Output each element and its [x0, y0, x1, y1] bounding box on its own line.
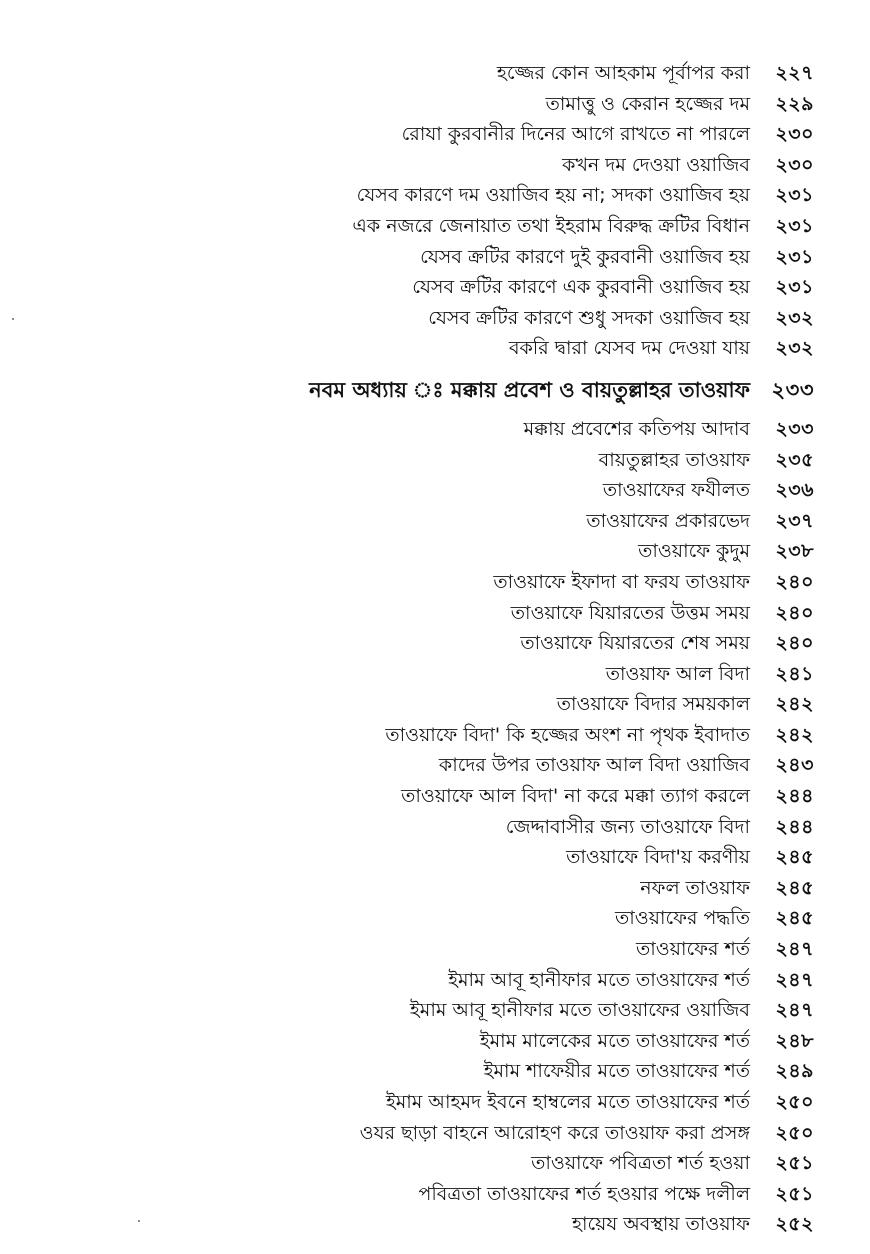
entry-title: তাওয়াফের পদ্ধতি	[615, 907, 750, 930]
entry-title: তাওয়াফের শর্ত	[636, 938, 750, 961]
page-number: ২৩০	[775, 123, 814, 146]
chapter-heading-row	[54, 368, 814, 412]
page-number: ২৪১	[775, 662, 814, 685]
entry-title: তাওয়াফে বিদা' কি হজ্জের অংশ না পৃথক ইবাদাত	[385, 723, 750, 746]
page-number: ২৪৩	[775, 754, 814, 777]
toc-entry	[54, 781, 814, 812]
entry-title: তাওয়াফে যিয়ারতের শেষ সময়	[520, 632, 750, 655]
toc-entry	[54, 1056, 814, 1087]
entry-title: তামাত্তু ও কেরান হজ্জের দম	[545, 92, 750, 115]
page-number: ২৩৭	[775, 509, 814, 532]
toc-entry	[54, 1148, 814, 1179]
entry-title: কখন দম দেওয়া ওয়াজিব	[562, 153, 750, 176]
toc-entry	[54, 1087, 814, 1118]
page-number: ২৫১	[775, 1182, 814, 1205]
toc-entry	[54, 303, 814, 334]
chapter-title: নবম অধ্যায় ঃ মক্কায় প্রবেশ ও বায়তুল্লাহর তাওয়াফ	[309, 377, 750, 402]
toc-entry	[54, 842, 814, 873]
scan-speck	[138, 1220, 140, 1222]
entry-title: ইমাম মালেকের মতে তাওয়াফের শর্ত	[479, 1029, 750, 1052]
toc-entry	[54, 506, 814, 537]
page-number: ২২৭	[775, 62, 814, 84]
page-number: ২৩৩	[771, 377, 814, 402]
page-number: ২৩২	[775, 306, 814, 329]
toc-entry	[54, 180, 814, 211]
scan-speck	[12, 318, 14, 320]
page-number: ২৩১	[775, 214, 814, 237]
toc-entry	[54, 333, 814, 364]
page-number: ২৪৫	[775, 846, 814, 869]
page-number: ২৩৮	[775, 540, 814, 563]
page-number: ২৩০	[775, 153, 814, 176]
entry-title: তাওয়াফের ফযীলত	[602, 479, 750, 502]
toc-entry	[54, 628, 814, 659]
entry-title: হায়েয অবস্থায় তাওয়াফ	[572, 1213, 750, 1236]
toc-entry	[54, 965, 814, 996]
entry-title: জেদ্দাবাসীর জন্য তাওয়াফে বিদা	[505, 815, 750, 838]
toc-entry	[54, 720, 814, 751]
entry-title: যেসব কারণে দম ওয়াজিব হয় না; সদকা ওয়াজিব হয়	[356, 184, 750, 207]
entry-title: যেসব ক্রটির কারণে এক কুরবানী ওয়াজিব হয়	[412, 276, 750, 299]
page-number: ২৩১	[775, 276, 814, 299]
page-number: ২৫২	[775, 1213, 814, 1236]
page-number: ২৪৮	[775, 1029, 814, 1052]
toc-entry	[54, 934, 814, 965]
entry-title: হজ্জের কোন আহকাম পূর্বাপর করা	[496, 62, 750, 84]
entry-title: ইমাম আবূ হানীফার মতে তাওয়াফের শর্ত	[448, 968, 750, 991]
toc-entry	[54, 812, 814, 843]
page-number: ২৫০	[775, 1121, 814, 1144]
page-number: ২৩৬	[775, 479, 814, 502]
toc-entry	[54, 598, 814, 629]
toc-entry	[54, 873, 814, 904]
entry-title: বায়তুল্লাহর তাওয়াফ	[598, 448, 750, 471]
page-number: ২৪৭	[775, 968, 814, 991]
toc-entry	[54, 903, 814, 934]
page-number: ২৪৫	[775, 907, 814, 930]
toc-entry	[54, 272, 814, 303]
page-number: ২৪২	[775, 693, 814, 716]
entry-title: কাদের উপর তাওয়াফ আল বিদা ওয়াজিব	[438, 754, 750, 777]
page-number: ২৪০	[775, 570, 814, 593]
entry-title: রোযা কুরবানীর দিনের আগে রাখতে না পারলে	[401, 123, 750, 146]
toc-entry	[54, 475, 814, 506]
toc-entry	[54, 1179, 814, 1210]
toc-entry	[54, 211, 814, 242]
entry-title: তাওয়াফে বিদা'য় করণীয়	[566, 846, 750, 869]
entry-title: পবিত্রতা তাওয়াফের শর্ত হওয়ার পক্ষে দলীল	[418, 1182, 750, 1205]
toc-entry	[54, 58, 814, 89]
toc-entry	[54, 1118, 814, 1149]
toc-entry	[54, 1209, 814, 1240]
entry-title: তাওয়াফের প্রকারভেদ	[586, 509, 750, 532]
page-number: ২৩৫	[775, 448, 814, 471]
toc-entry	[54, 750, 814, 781]
entry-title: তাওয়াফে পবিত্রতা শর্ত হওয়া	[531, 1152, 750, 1175]
entry-title: এক নজরে জেনায়াত তথা ইহরাম বিরুদ্ধ ক্রটির বিধান	[352, 214, 750, 237]
entry-title: ইমাম শাফেয়ীর মতে তাওয়াফের শর্ত	[483, 1060, 750, 1083]
toc-entry	[54, 445, 814, 476]
page-number: ২২৯	[775, 92, 814, 115]
entry-title: যেসব ক্রটির কারণে দুই কুরবানী ওয়াজিব হয়	[420, 245, 750, 268]
table-of-contents	[54, 58, 814, 1240]
entry-title: যেসব ক্রটির কারণে শুধু সদকা ওয়াজিব হয়	[428, 306, 750, 329]
entry-title: বকরি দ্বারা যেসব দম দেওয়া যায়	[508, 337, 750, 360]
page-number: ২৩১	[775, 245, 814, 268]
entry-title: তাওয়াফ আল বিদা	[605, 662, 750, 685]
entry-title: তাওয়াফে যিয়ারতের উত্তম সময়	[510, 601, 750, 624]
entry-title: ওযর ছাড়া বাহনে আরোহণ করে তাওয়াফ করা প্রসঙ্গ	[359, 1121, 750, 1144]
entry-title: তাওয়াফে বিদার সময়কাল	[556, 693, 750, 716]
page-number: ২৪৭	[775, 938, 814, 961]
toc-entry	[54, 536, 814, 567]
page-number: ২৩১	[775, 184, 814, 207]
toc-entry	[54, 1026, 814, 1057]
entry-title: নফল তাওয়াফ	[640, 876, 750, 899]
entry-title: ইমাম আহমদ ইবনে হাম্বলের মতে তাওয়াফের শর্ত	[385, 1091, 750, 1113]
toc-entry	[54, 119, 814, 150]
page-number: ২৪৪	[775, 785, 814, 808]
toc-entry	[54, 242, 814, 273]
page-number: ২৫০	[775, 1091, 814, 1113]
toc-entry	[54, 414, 814, 445]
page-number: ২৩৩	[775, 417, 814, 440]
entry-title: তাওয়াফে কুদুম	[638, 540, 750, 563]
page-number: ২৪০	[775, 601, 814, 624]
toc-entry	[54, 150, 814, 181]
page-number: ২৪২	[775, 723, 814, 746]
page-number: ২৪৭	[775, 999, 814, 1022]
page-number: ২৩২	[775, 337, 814, 360]
toc-entry	[54, 89, 814, 120]
page-number: ২৪৯	[775, 1060, 814, 1083]
entry-title: তাওয়াফে ইফাদা বা ফরয তাওয়াফ	[493, 570, 750, 593]
toc-entry	[54, 689, 814, 720]
page-number: ২৪৫	[775, 876, 814, 899]
page-number: ২৪৪	[775, 815, 814, 838]
entry-title: তাওয়াফে আল বিদা' না করে মক্কা ত্যাগ করলে	[401, 785, 750, 808]
toc-entry	[54, 659, 814, 690]
toc-entry	[54, 995, 814, 1026]
toc-entry	[54, 567, 814, 598]
entry-title: মক্কায় প্রবেশের কতিপয় আদাব	[523, 417, 750, 440]
page-number: ২৫১	[775, 1152, 814, 1175]
entry-title: ইমাম আবূ হানীফার মতে তাওয়াফের ওয়াজিব	[409, 999, 750, 1022]
page-number: ২৪০	[775, 632, 814, 655]
